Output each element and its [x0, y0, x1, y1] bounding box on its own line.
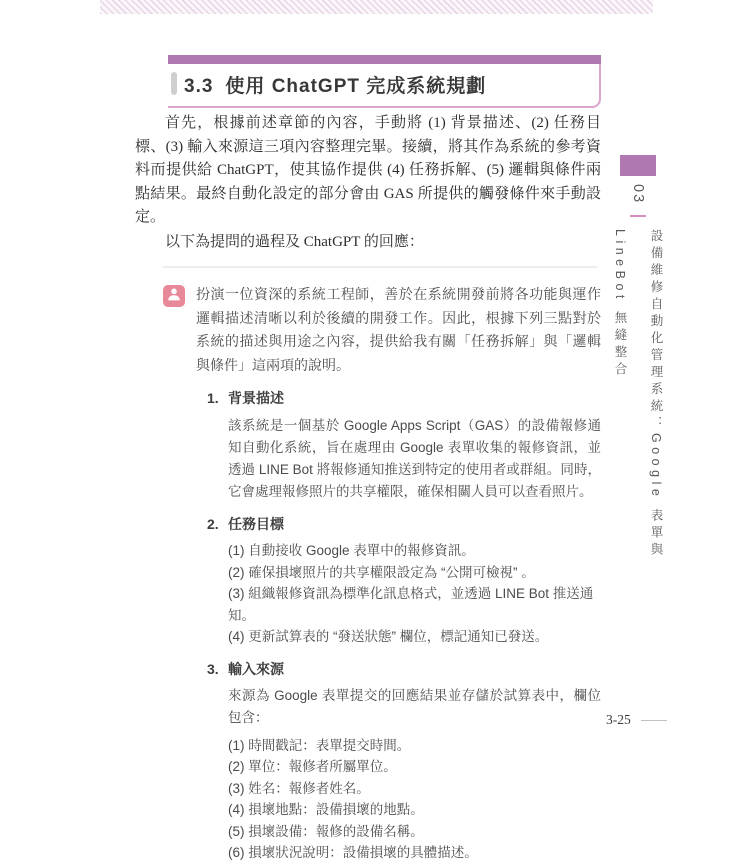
chapter-sidebar	[613, 184, 663, 619]
section-title	[184, 71, 599, 98]
section-3-number: 3.	[207, 660, 219, 677]
list-item: (5) 損壞設備：報修的設備名稱。	[228, 823, 424, 839]
section-title-box	[168, 64, 601, 108]
section-3-title: 輸入來源	[228, 660, 284, 677]
section-1-heading	[207, 388, 601, 408]
section-1-body: 該系統是一個基於 Google Apps Script（GAS）的設備報修通知自動化系統，旨在處理由 Google 表單收集的報修資訊，並透過 LINE Bot 將報修通知推送到特定的使用者或群組。同時，它會處理報修照片的共享權限，確保相關人員可以查看照片。	[228, 418, 601, 499]
main-content	[135, 112, 601, 864]
user-avatar	[163, 285, 185, 307]
chat-prompt-text: 扮演一位資深的系統工程師，善於在系統開發前將各功能與運作邏輯描述清晰以利於後續的開發工作。因此，根據下列三點對於系統的描述與用途之內容，提供給我有關「任務拆解」與「邏輯與條件」這兩項的說明。	[196, 286, 601, 373]
intro-paragraph-2: 以下為提問的過程及 ChatGPT 的回應：	[165, 233, 424, 250]
top-stripes-decoration	[100, 0, 653, 14]
title-left-accent-bar	[171, 72, 177, 95]
section-goals	[135, 514, 601, 648]
section-3-items	[228, 735, 601, 864]
list-item: (4) 損壞地點：設備損壞的地點。	[228, 802, 424, 817]
section-2-items	[228, 540, 601, 648]
section-2-title: 任務目標	[228, 516, 284, 532]
list-item: (1) 時間戳記：表單提交時間。	[228, 737, 411, 753]
list-item: (1) 自動接收 Google 表單中的報修資訊。	[228, 543, 475, 558]
list-item: (3) 組織報修資訊為標準化訊息格式，並透過 LINE Bot 推送通知。	[228, 586, 594, 623]
user-icon	[166, 286, 182, 307]
section-3-heading	[207, 659, 601, 679]
sidebar-divider-line	[630, 215, 646, 217]
section-3-body: 來源為 Google 表單提交的回應結果並存儲於試算表中，欄位包含：	[228, 687, 601, 725]
section-header	[168, 55, 601, 108]
page-number: 3-25	[606, 712, 631, 727]
page-number-rule	[641, 720, 667, 721]
section-number: 3.3	[184, 76, 214, 97]
chapter-title-vertical: 設備維修自動化管理系統：Google 表單與 LineBot 無縫整合	[613, 229, 663, 560]
section-header-accent-bar	[168, 55, 601, 64]
chapter-tab-marker	[620, 155, 656, 176]
section-2-heading	[207, 514, 601, 534]
chapter-number: 03	[630, 184, 646, 205]
list-item: (4) 更新試算表的 “發送狀態” 欄位，標記通知已發送。	[228, 629, 549, 644]
chat-sections	[135, 388, 601, 864]
intro-paragraph-1: 首先，根據前述章節的內容，手動將 (1) 背景描述、(2) 任務目標、(3) 輸入來源這三項內容整理完畢。接續，將其作為系統的參考資料而提供給 ChatGPT，使其協作提供 (4) 任務拆解、(5) 邏輯與條件兩點結果。最終自動化設定的部分會由 GAS 所提供的觸發條件來手動設定。	[135, 115, 601, 225]
list-item: (3) 姓名：報修者姓名。	[228, 780, 370, 796]
section-inputs	[135, 659, 601, 864]
section-background	[135, 388, 601, 503]
section-1-title: 背景描述	[228, 390, 284, 406]
list-item: (6) 損壞狀況說明：設備損壞的具體描述。	[228, 845, 478, 860]
section-1-number: 1.	[207, 390, 219, 406]
page-number-footer	[606, 712, 667, 728]
chat-top-divider	[163, 266, 597, 268]
list-item: (2) 確保損壞照片的共享權限設定為 “公開可檢視” 。	[228, 564, 535, 580]
section-2-number: 2.	[207, 516, 219, 532]
chat-prompt-block	[135, 283, 601, 377]
section-title-text: 使用 ChatGPT 完成系統規劃	[225, 76, 487, 97]
list-item: (2) 單位：報修者所屬單位。	[228, 759, 397, 774]
